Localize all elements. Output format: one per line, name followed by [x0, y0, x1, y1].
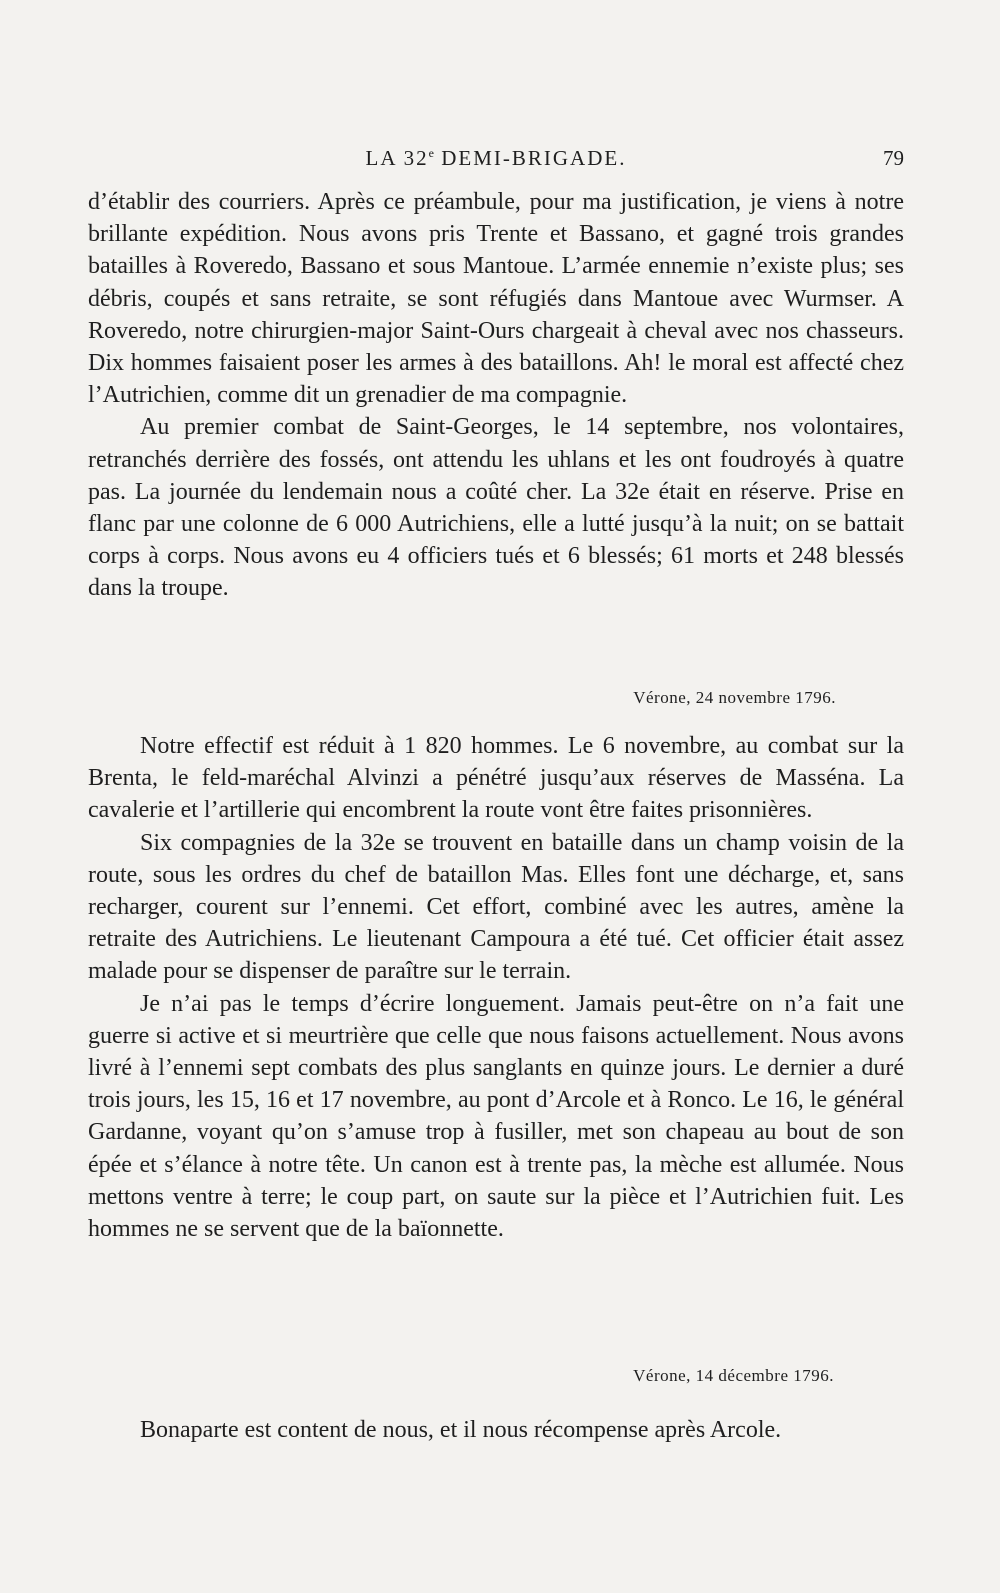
running-title-superscript: e	[428, 146, 434, 160]
running-title-prefix: LA 32	[365, 146, 429, 170]
letter-section-2	[88, 730, 904, 1245]
paragraph: d’établir des courriers. Après ce préambule, pour ma justification, je viens à notre brillante expédition. Nous avons pris Trente et Bassano, et gagné trois grandes batailles à Roveredo, Bassano et sous Mantoue. L’armée ennemie n’existe plus; ses débris, coupés et sans retraite, se sont réfugiés dans Mantoue avec Wurmser. A Roveredo, notre chirurgien-major Saint-Ours chargeait à cheval avec nos chasseurs. Dix hommes faisaient poser les armes à des bataillons. Ah! le moral est affecté chez l’Autrichien, comme dit un grenadier de ma compagnie.	[88, 189, 904, 409]
running-head	[88, 146, 904, 176]
paragraph: Notre effectif est réduit à 1 820 hommes. Le 6 novembre, au combat sur la Brenta, le feld-maréchal Alvinzi a pénétré jusqu’aux réserves de Masséna. La cavalerie et l’artillerie qui encombrent la route vont être faites prisonnières.	[88, 733, 904, 824]
paragraph: Six compagnies de la 32e se trouvent en bataille dans un champ voisin de la route, sous les ordres du chef de bataillon Mas. Elles font une décharge, et, sans recharger, courent sur l’ennemi. Cet effort, combiné avec les autres, amène la retraite des Autrichiens. Le lieutenant Campoura a été tué. Cet officier était assez malade pour se dispenser de paraître sur le terrain.	[88, 829, 904, 985]
page-number: 79	[883, 146, 904, 170]
running-title-suffix: DEMI-BRIGADE.	[433, 146, 627, 170]
letter-dateline: Vérone, 14 décembre 1796.	[633, 1366, 834, 1385]
paragraph: Je n’ai pas le temps d’écrire longuement. Jamais peut-être on n’a fait une guerre si active et si meurtrière que celle que nous faisons actuellement. Nous avons livré à l’ennemi sept combats des plus sanglants en quinze jours. Le dernier a duré trois jours, les 15, 16 et 17 novembre, au pont d’Arcole et à Ronco. Le 16, le général Gardanne, voyant qu’on s’amuse trop à fusiller, met son chapeau au bout de son épée et s’élance à notre tête. Un canon est à trente pas, la mèche est allumée. Nous mettons ventre à terre; le coup part, on saute sur la pièce et l’Autrichien fuit. Les hommes ne se servent que de la baïonnette.	[88, 990, 904, 1243]
paragraph: Au premier combat de Saint-Georges, le 14 septembre, nos volontaires, retranchés derrière des fossés, ont attendu les uhlans et les ont foudroyés à quatre pas. La journée du lendemain nous a coûté cher. La 32e était en réserve. Prise en flanc par une colonne de 6 000 Autrichiens, elle a lutté jusqu’à la nuit; on se battait corps à corps. Nous avons eu 4 officiers tués et 6 blessés; 61 morts et 248 blessés dans la troupe.	[88, 414, 904, 602]
letter-section-3	[88, 1414, 904, 1446]
letter-section-1	[88, 186, 904, 605]
paragraph: Bonaparte est content de nous, et il nous récompense après Arcole.	[140, 1417, 782, 1443]
running-title	[88, 146, 904, 171]
letter-dateline: Vérone, 24 novembre 1796.	[633, 688, 836, 707]
